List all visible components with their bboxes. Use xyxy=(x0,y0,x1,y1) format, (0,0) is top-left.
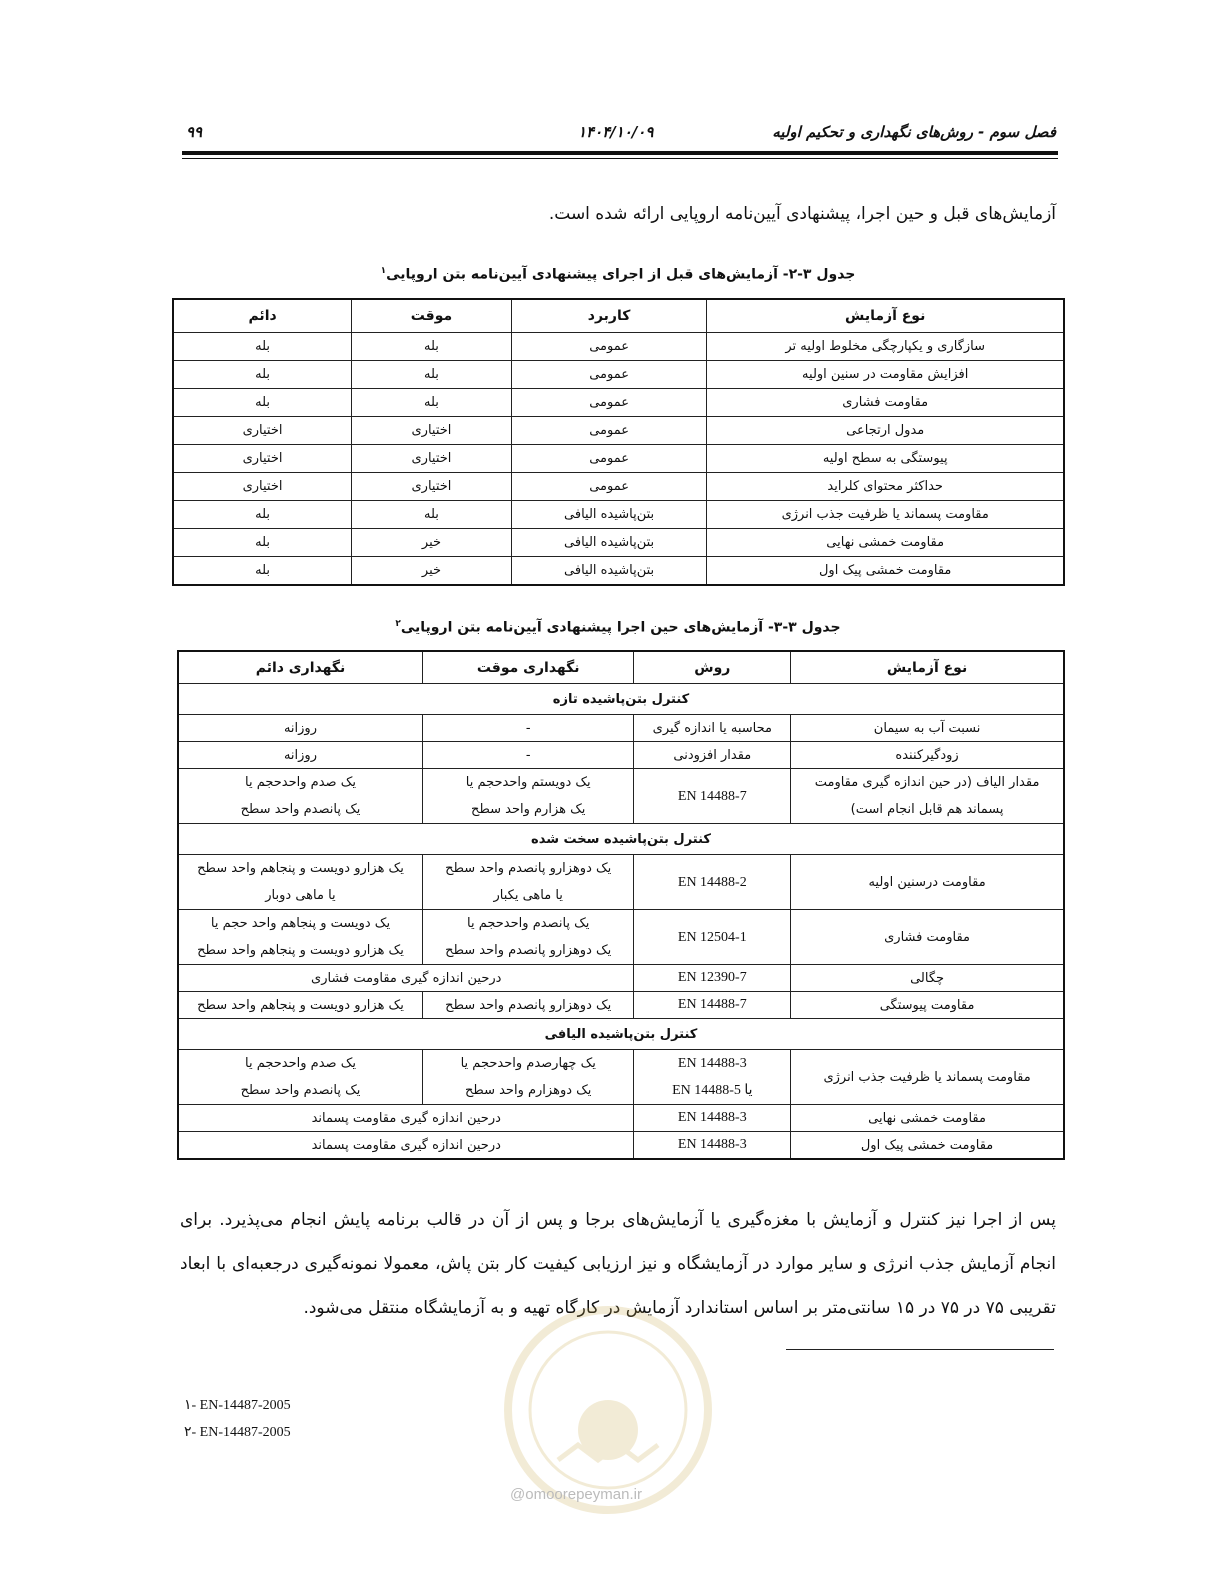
cell-line: یا ماهی یکبار xyxy=(493,888,563,903)
table-cell: بله xyxy=(352,389,512,417)
page-number: ۹۹ xyxy=(186,123,203,141)
table-row xyxy=(178,715,1064,742)
section-row xyxy=(178,1019,1064,1050)
table-cell xyxy=(791,769,1064,824)
table2-header: روش xyxy=(634,651,791,684)
table2-header-row xyxy=(178,651,1064,684)
cell-line: مقدار الیاف (در حین اندازه گیری مقاومت xyxy=(814,775,1040,790)
table2 xyxy=(177,650,1065,1160)
table-cell: - xyxy=(422,742,634,769)
cell-line: یک چهارصدم واحدحجم یا xyxy=(460,1056,596,1071)
table-cell-merged: درحین اندازه گیری مقاومت فشاری xyxy=(178,965,634,992)
table1-header: کاربرد xyxy=(511,299,707,333)
table1 xyxy=(172,298,1065,586)
table-cell: پیوستگی به سطح اولیه xyxy=(707,445,1064,473)
table-cell: عمومی xyxy=(511,417,707,445)
table-cell xyxy=(422,855,634,910)
cell-line: یک هزارو دویست و پنجاهم واحد سطح xyxy=(197,943,404,958)
table-cell: مقاومت پسماند یا ظرفیت جذب انرژی xyxy=(791,1050,1064,1105)
header-rule-thick xyxy=(182,151,1058,155)
cell-line: یک دوهزارو پانصدم واحد سطح xyxy=(445,861,612,876)
table-cell: بتن‌پاشیده الیافی xyxy=(511,501,707,529)
table-cell: بله xyxy=(173,529,352,557)
table-row xyxy=(178,769,1064,824)
table-row xyxy=(173,361,1064,389)
table-cell: بله xyxy=(173,333,352,361)
table-cell: بتن‌پاشیده الیافی xyxy=(511,557,707,586)
table-cell: چگالی xyxy=(791,965,1064,992)
table-row xyxy=(178,992,1064,1019)
table-cell: اختیاری xyxy=(173,417,352,445)
table-cell: اختیاری xyxy=(352,417,512,445)
table-cell: سازگاری و یکپارچگی مخلوط اولیه تر xyxy=(707,333,1064,361)
table-cell-merged: درحین اندازه گیری مقاومت پسماند xyxy=(178,1132,634,1160)
cell-line: یک پانصدم واحدحجم یا xyxy=(467,916,590,931)
cell-line: یک دویستم واحدحجم یا xyxy=(465,775,591,790)
table-cell: EN 14488-7 xyxy=(634,769,791,824)
table-row xyxy=(173,389,1064,417)
table1-caption-text: جدول ۳-۲- آزمایش‌های قبل از اجرای پیشنهادی آیین‌نامه بتن اروپایی xyxy=(386,266,856,283)
table-cell: بله xyxy=(173,557,352,586)
table-cell: افزایش مقاومت در سنین اولیه xyxy=(707,361,1064,389)
table2-caption-text: جدول ۳-۳- آزمایش‌های حین اجرا پیشنهادی آیین‌نامه بتن اروپایی xyxy=(400,619,841,636)
table-cell xyxy=(178,769,422,824)
cell-line: یک دوهزارو پانصدم واحد سطح xyxy=(445,943,612,958)
cell-line: یا ماهی دوبار xyxy=(265,888,336,903)
table-cell: حداکثر محتوای کلراید xyxy=(707,473,1064,501)
table-cell xyxy=(422,910,634,965)
table1-header-row xyxy=(173,299,1064,333)
section-heading: کنترل بتن‌پاشیده سخت شده xyxy=(178,824,1064,855)
table-cell: مقدار افزودنی xyxy=(634,742,791,769)
table-cell: مقاومت فشاری xyxy=(791,910,1064,965)
section-row xyxy=(178,684,1064,715)
table-cell: عمومی xyxy=(511,389,707,417)
watermark-text: @omoorepeyman.ir xyxy=(510,1486,642,1503)
table-cell: عمومی xyxy=(511,473,707,501)
table-cell: EN 12504-1 xyxy=(634,910,791,965)
table-row xyxy=(178,1132,1064,1160)
header-rule-thin xyxy=(182,158,1058,159)
table-cell xyxy=(422,1050,634,1105)
table-cell: مقاومت خمشی نهایی xyxy=(707,529,1064,557)
table-cell: عمومی xyxy=(511,333,707,361)
footnote: ۱- EN-14487-2005 xyxy=(184,1398,291,1413)
table-cell: مقاومت خمشی پیک اول xyxy=(707,557,1064,586)
intro-paragraph: آزمایش‌های قبل و حین اجرا، پیشنهادی آیین‌نامه اروپایی ارائه شده است. xyxy=(548,204,1056,224)
table-cell: زودگیرکننده xyxy=(791,742,1064,769)
table-cell: عمومی xyxy=(511,361,707,389)
table-cell: عمومی xyxy=(511,445,707,473)
table-cell: مقاومت خمشی نهایی xyxy=(791,1105,1064,1132)
header-date: ۱۴۰۴/۱۰/۰۹ xyxy=(578,123,654,141)
table-row xyxy=(173,333,1064,361)
table-cell: بله xyxy=(352,333,512,361)
table-cell: نسبت آب به سیمان xyxy=(791,715,1064,742)
table-cell: اختیاری xyxy=(352,473,512,501)
section-heading: کنترل بتن‌پاشیده تازه xyxy=(178,684,1064,715)
table-row xyxy=(173,417,1064,445)
table-row xyxy=(178,1105,1064,1132)
cell-line: یک صدم واحدحجم یا xyxy=(244,775,356,790)
table-cell-merged: درحین اندازه گیری مقاومت پسماند xyxy=(178,1105,634,1132)
table-row xyxy=(173,529,1064,557)
body-paragraph: پس از اجرا نیز کنترل و آزمایش با مغزه‌گیری یا آزمایش‌های برجا و پس از آن در قالب برنامه پایش انجام می‌پذیرد. برای انجام آزمایش جذب انرژی و سایر موارد در آزمایشگاه و نیز ارزیابی کیفیت کار بتن پاش، معمولا نمونه‌گیری درجعبه‌ای با ابعاد تقریبی ۷۵ در ۷۵ در ۱۵ سانتی‌متر بر اساس استاندارد آزمایش در کارگاه تهیه و به آزمایشگاه منتقل می‌شود. xyxy=(180,1210,1056,1318)
cell-line: یا EN 14488-5 xyxy=(672,1083,753,1098)
table2-header: نگهداری دائم xyxy=(178,651,422,684)
table-cell: یک دوهزارو پانصدم واحد سطح xyxy=(422,992,634,1019)
footnote-rule xyxy=(786,1349,1054,1350)
table-row xyxy=(173,445,1064,473)
table-cell: EN 14488-2 xyxy=(634,855,791,910)
table1-footnote-ref: ۱ xyxy=(380,266,387,276)
cell-line: یک دویست و پنجاهم واحد حجم یا xyxy=(210,916,391,931)
table-cell xyxy=(634,1050,791,1105)
table-cell xyxy=(178,855,422,910)
table-cell xyxy=(178,1050,422,1105)
table-cell: اختیاری xyxy=(173,445,352,473)
table-cell: بله xyxy=(352,501,512,529)
table-cell: بله xyxy=(173,389,352,417)
table-cell: بتن‌پاشیده الیافی xyxy=(511,529,707,557)
cell-line: یک پانصدم واحد سطح xyxy=(240,1083,361,1098)
table1-header: دائم xyxy=(173,299,352,333)
cell-line: پسماند هم قابل انجام است) xyxy=(850,802,1004,817)
section-row xyxy=(178,824,1064,855)
table-row xyxy=(173,501,1064,529)
table-cell: بله xyxy=(173,501,352,529)
table-row xyxy=(178,1050,1064,1105)
cell-line: یک هزارم واحد سطح xyxy=(471,802,586,817)
table1-caption xyxy=(172,266,1064,283)
table-cell: خیر xyxy=(352,557,512,586)
table-cell: مقاومت پسماند یا ظرفیت جذب انرژی xyxy=(707,501,1064,529)
table-cell: محاسبه یا اندازه گیری xyxy=(634,715,791,742)
table2-header: نگهداری موقت xyxy=(422,651,634,684)
table-cell: مقاومت درسنین اولیه xyxy=(791,855,1064,910)
table-cell xyxy=(178,910,422,965)
table-cell: - xyxy=(422,715,634,742)
cell-line: یک دوهزارم واحد سطح xyxy=(465,1083,592,1098)
section-heading: کنترل بتن‌پاشیده الیافی xyxy=(178,1019,1064,1050)
table-cell: EN 14488-3 xyxy=(634,1105,791,1132)
table-cell: مقاومت فشاری xyxy=(707,389,1064,417)
table2-header: نوع آزمایش xyxy=(791,651,1064,684)
cell-line: یک صدم واحدحجم یا xyxy=(244,1056,356,1071)
table-cell: روزانه xyxy=(178,715,422,742)
table-cell: مقاومت خمشی پیک اول xyxy=(791,1132,1064,1160)
cell-line: EN 14488-3 xyxy=(677,1056,747,1071)
table-cell: EN 14488-3 xyxy=(634,1132,791,1160)
table-cell: EN 12390-7 xyxy=(634,965,791,992)
table-cell: بله xyxy=(173,361,352,389)
table-cell: یک هزارو دویست و پنجاهم واحد سطح xyxy=(178,992,422,1019)
cell-line: یک هزارو دویست و پنجاهم واحد سطح xyxy=(197,861,404,876)
table1-header: موقت xyxy=(352,299,512,333)
table-cell: مدول ارتجاعی xyxy=(707,417,1064,445)
table-row xyxy=(173,557,1064,586)
table-cell: اختیاری xyxy=(173,473,352,501)
table-cell: EN 14488-7 xyxy=(634,992,791,1019)
table-cell: خیر xyxy=(352,529,512,557)
table1-header: نوع آزمایش xyxy=(707,299,1064,333)
table-row xyxy=(178,965,1064,992)
table-cell: بله xyxy=(352,361,512,389)
table-row xyxy=(178,855,1064,910)
table-cell: اختیاری xyxy=(352,445,512,473)
table-cell: روزانه xyxy=(178,742,422,769)
cell-line: یک پانصدم واحد سطح xyxy=(240,802,361,817)
table-row xyxy=(178,910,1064,965)
table2-caption xyxy=(172,619,1064,636)
table-cell xyxy=(422,769,634,824)
table-cell: مقاومت پیوستگی xyxy=(791,992,1064,1019)
footnote: ۲- EN-14487-2005 xyxy=(184,1425,291,1440)
chapter-title: فصل سوم - روش‌های نگهداری و تحکیم اولیه xyxy=(772,123,1056,141)
table2-footnote-ref: ۲ xyxy=(395,619,401,629)
table-row xyxy=(173,473,1064,501)
table-row xyxy=(178,742,1064,769)
